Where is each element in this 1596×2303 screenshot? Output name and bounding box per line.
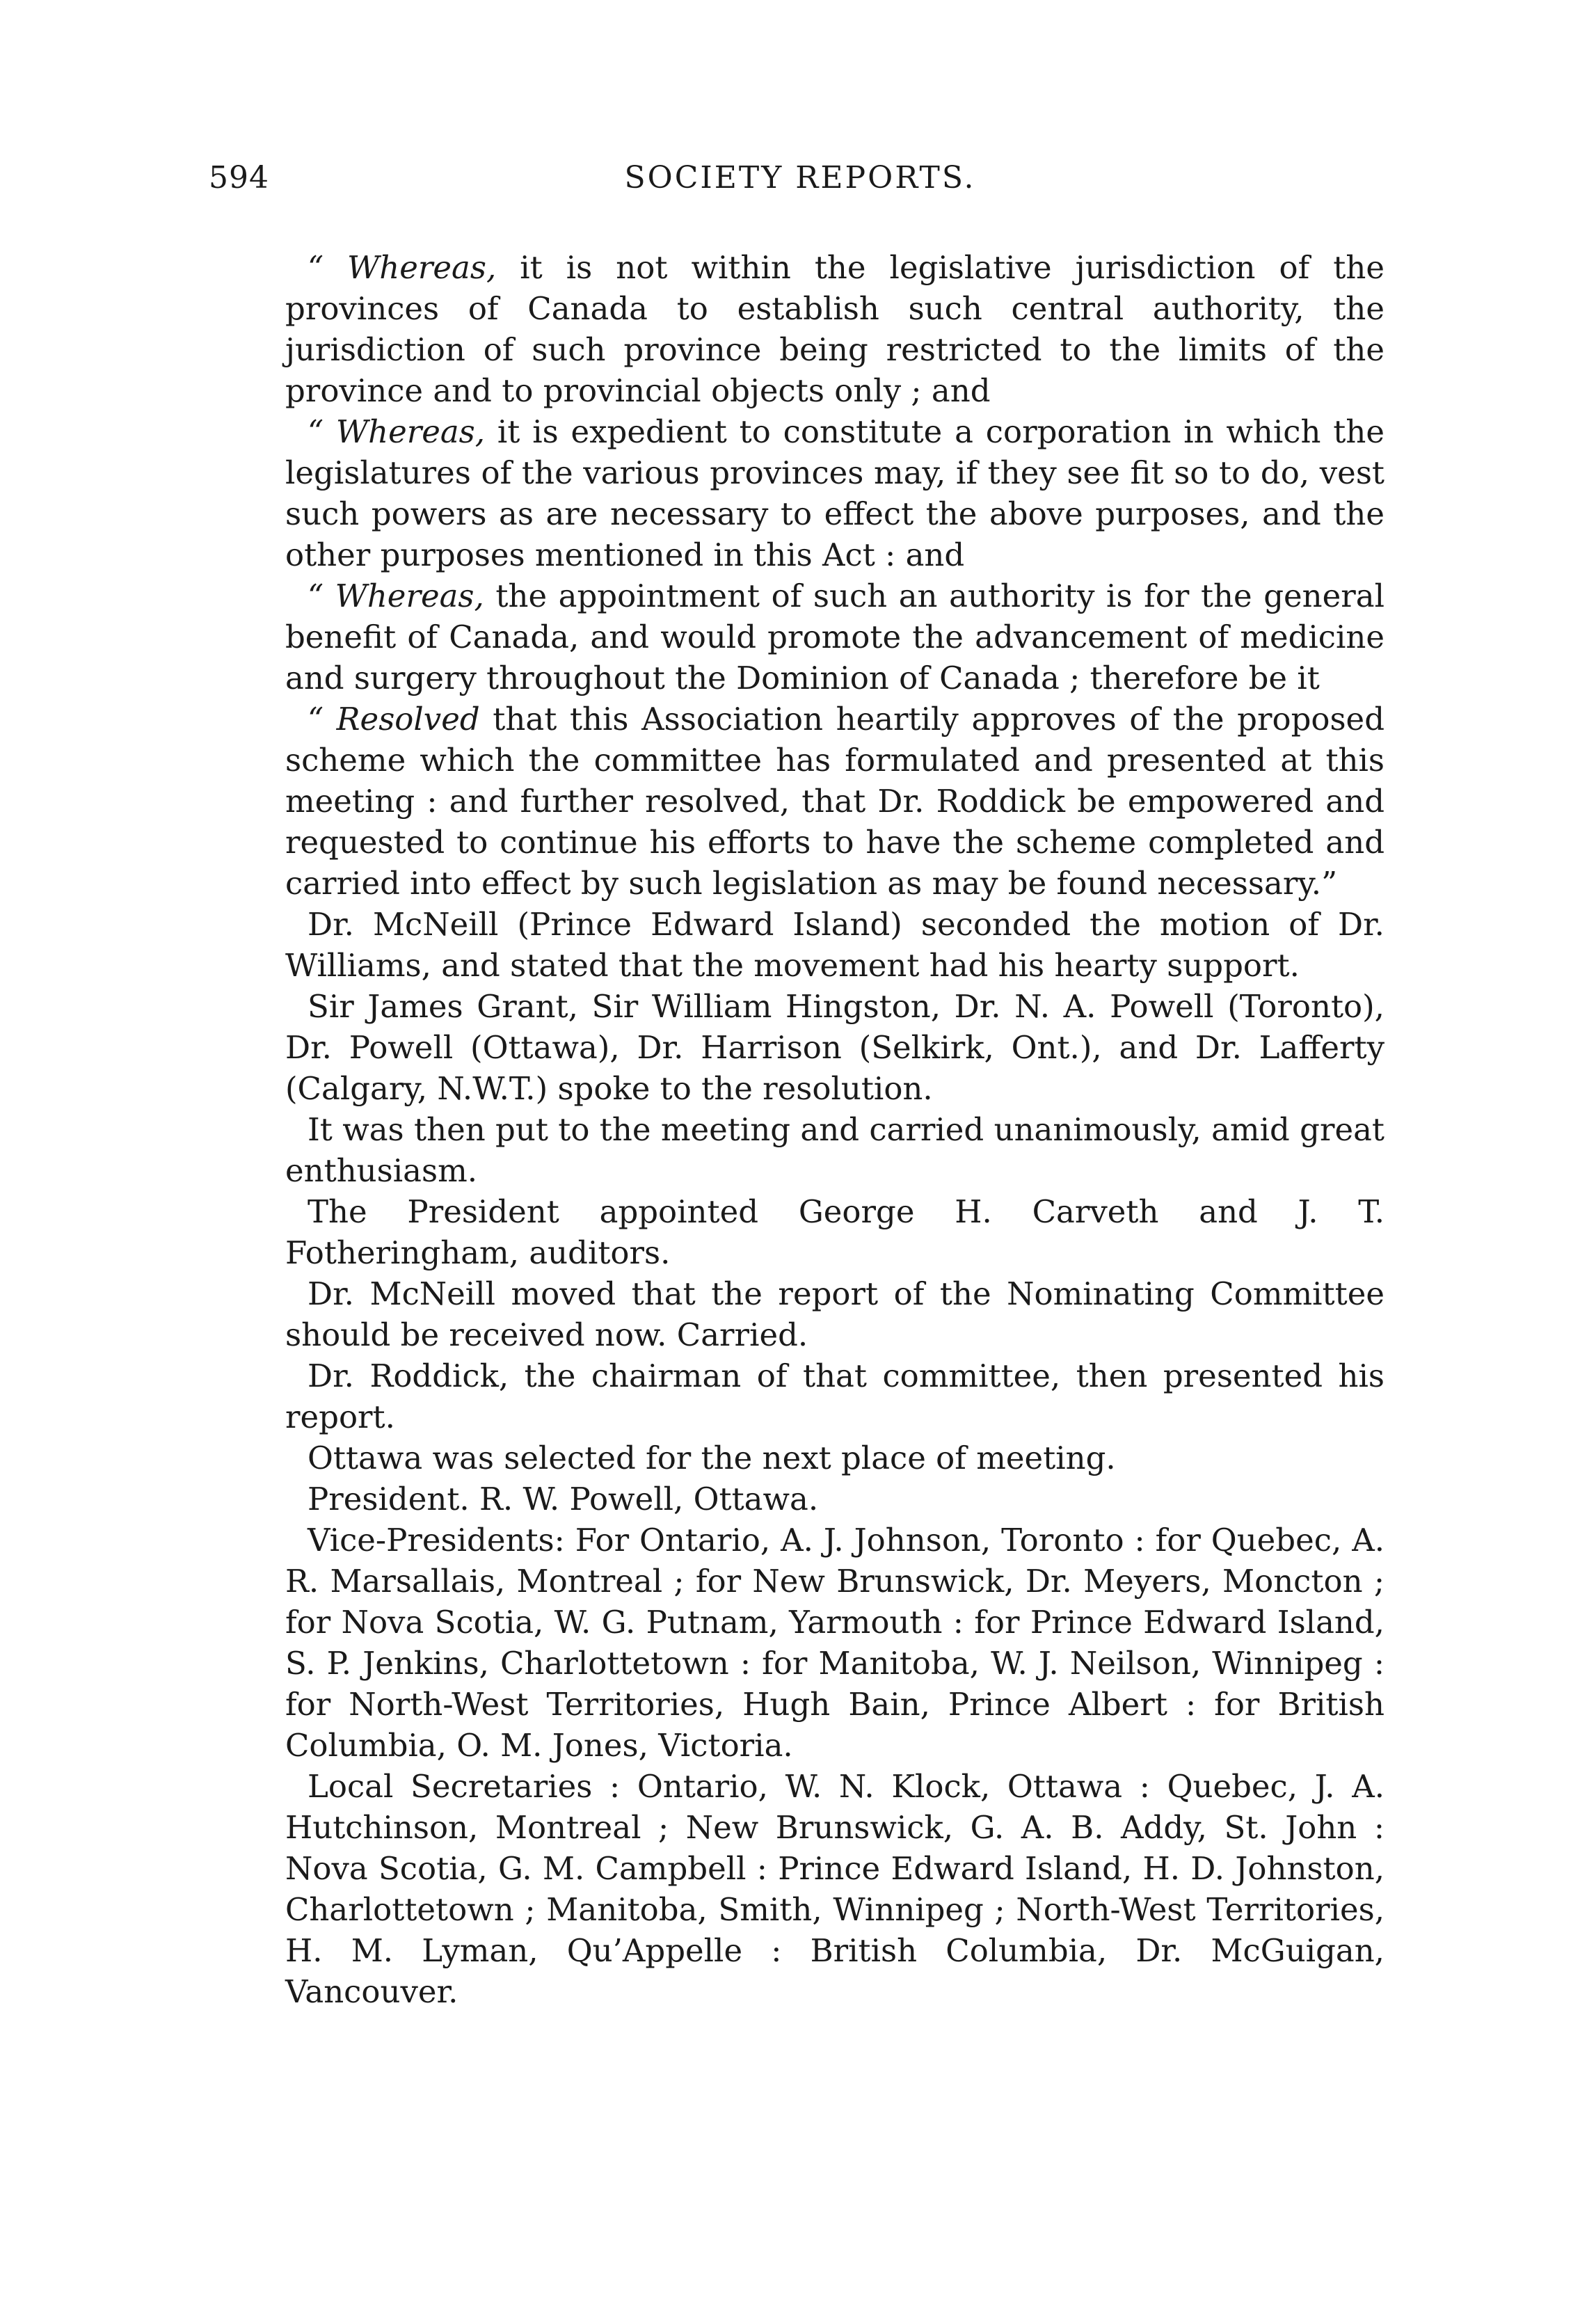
paragraph-text: Ottawa was selected for the next place of meeting.: [308, 1440, 1116, 1476]
paragraph-text: Local Secretaries : Ontario, W. N. Klock, Ottawa : Quebec, J. A. Hutchinson, Montreal ; New Brunswick, G. A. B. Addy, St. John : Nova Scotia, G. M. Campbell : Prince Edward Island, H. D. Johnston, Charlottetown ; Manitoba, Smith, Winnipeg ; North-West Territories, H. M. Lyman, Qu’Appelle : British Columbia, Dr. McGuigan, Vancouver.: [285, 1768, 1384, 2010]
paragraph-text: Sir James Grant, Sir William Hingston, Dr. N. A. Powell (Toronto), Dr. Powell (Ottawa), Dr. Harrison (Selkirk, Ont.), and Dr. Lafferty (Calgary, N.W.T.) spoke to the resolution.: [285, 988, 1384, 1107]
paragraph-whereas-appointment: [285, 575, 1384, 699]
body-text: [285, 247, 1384, 2012]
paragraph-text: President. R. W. Powell, Ottawa.: [308, 1481, 819, 1517]
paragraph-lead: “ Whereas,: [308, 249, 497, 286]
paragraph-whereas-jurisdiction: [285, 247, 1384, 411]
paragraph-text: The President appointed George H. Carveth and J. T. Fotheringham, auditors.: [285, 1193, 1384, 1271]
paragraph-president: [285, 1479, 1384, 1520]
page-number: 594: [209, 160, 269, 196]
paragraph-lead: “ Whereas,: [308, 413, 486, 450]
paragraph-nominating: [285, 1273, 1384, 1355]
paragraph-text: it is expedient to constitute a corporation in which the legislatures of the various provinces may, if they see fit so to do, vest such powers as are necessary to effect the above purposes, and the other purposes mentioned in this Act : and: [285, 413, 1385, 573]
paragraph-seconded: [285, 904, 1384, 986]
paragraph-carried: [285, 1109, 1384, 1191]
paragraph-text: the appointment of such an authority is for the general benefit of Canada, and would promote the advancement of medicine and surgery throughout the Dominion of Canada ; therefore be it: [285, 577, 1384, 696]
running-head: SOCIETY REPORTS.: [624, 160, 976, 196]
paragraph-text: that this Association heartily approves of the proposed scheme which the committee has formulated and presented at this meeting : and further resolved, that Dr. Roddick be empowered and requested to continue his efforts to have the scheme completed and carried into effect by such legislation as may be found necessary.”: [285, 701, 1384, 902]
paragraph-text: Vice-Presidents: For Ontario, A. J. Johnson, Toronto : for Quebec, A. R. Marsallais, Montreal ; for New Brunswick, Dr. Meyers, Moncton ; for Nova Scotia, W. G. Putnam, Yarmouth : for Prince Edward Island, S. P. Jenkins, Charlottetown : for Manitoba, W. J. Neilson, Winnipeg : for North-West Territories, Hugh Bain, Prince Albert : for British Columbia, O. M. Jones, Victoria.: [285, 1522, 1384, 1764]
paragraph-vice-presidents: [285, 1520, 1384, 1766]
paragraph-text: Dr. Roddick, the chairman of that committee, then presented his report.: [285, 1357, 1384, 1435]
paragraph-text: it is not within the legislative jurisdiction of the provinces of Canada to establish such central authority, the jurisdiction of such province being restricted to the limits of the province and to provincial objects only ; and: [285, 249, 1384, 409]
paragraph-lead: “ Resolved: [308, 701, 480, 738]
paragraph-text: Dr. McNeill (Prince Edward Island) seconded the motion of Dr. Williams, and stated that the movement had his hearty support.: [285, 906, 1384, 984]
paragraph-lead: “ Whereas,: [308, 577, 484, 614]
paragraph-report: [285, 1355, 1384, 1437]
paragraph-text: Dr. McNeill moved that the report of the Nominating Committee should be received now. Carried.: [285, 1275, 1384, 1353]
paragraph-whereas-corporation: [285, 411, 1384, 575]
paragraph-resolved: [285, 699, 1384, 904]
paragraph-next-meeting: [285, 1437, 1384, 1479]
paragraph-text: It was then put to the meeting and carried unanimously, amid great enthusiasm.: [285, 1111, 1384, 1189]
page-header: [209, 160, 1391, 209]
paragraph-speakers: [285, 986, 1384, 1109]
paragraph-auditors: [285, 1191, 1384, 1273]
paragraph-local-secretaries: [285, 1766, 1384, 2012]
